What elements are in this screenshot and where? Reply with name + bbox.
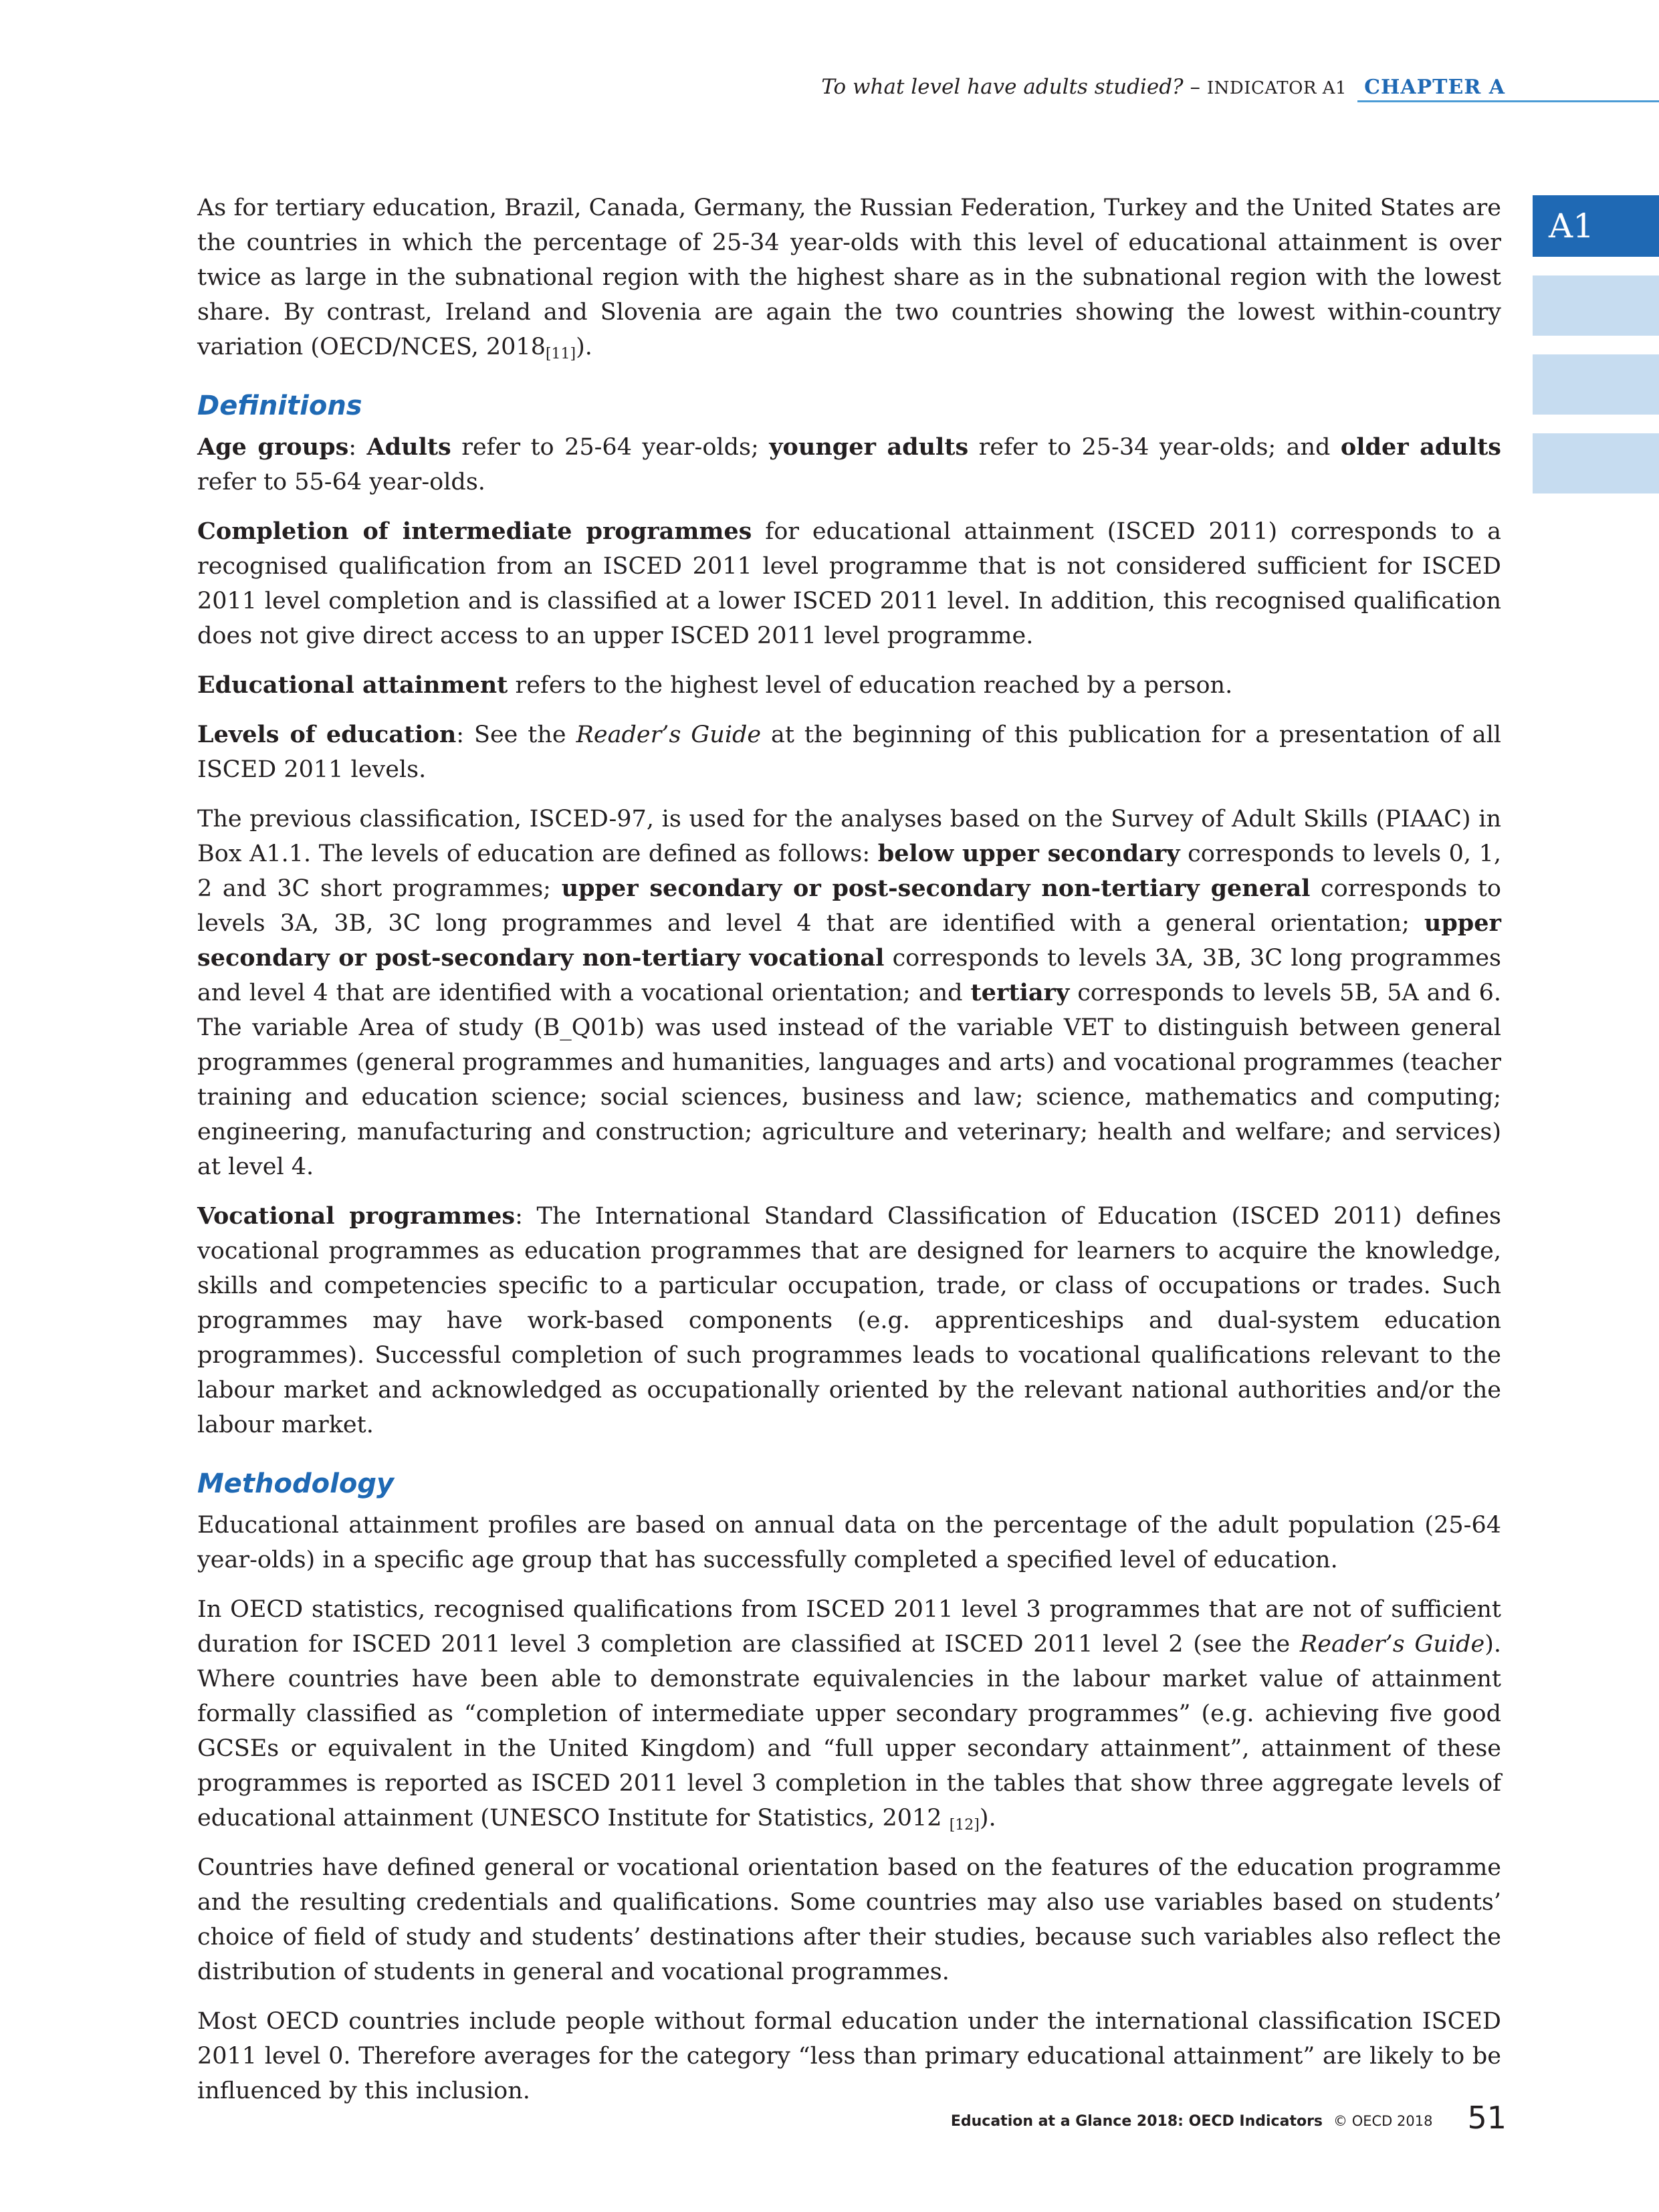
side-tab-bar xyxy=(1533,433,1659,493)
paragraph-tertiary xyxy=(197,191,1501,364)
header-indicator: INDICATOR A1 xyxy=(1206,78,1347,98)
text: corresponds to levels 0, 1, 2 and 3C short programmes; xyxy=(197,841,1501,902)
text: corresponds to levels 3A, 3B, 3C long programmes and level 4 that are identified with a vocational orientation; and xyxy=(197,945,1501,1006)
definitions-heading: Definitions xyxy=(197,391,362,421)
text: : The International Standard Classification of Education (ISCED 2011) defines vocational programmes as education programmes that are designed for learners to acquire the knowledge, skills and competencies specific to a particular occupation, trade, or class of occupations or trades. Such programmes may have work-based components (e.g. apprenticeships and dual-system education programmes). Successful completion of such programmes leads to vocational qualifications relevant to the labour market and acknowledged as occupationally oriented by the relevant national authorities and/or the labour market. xyxy=(197,1203,1501,1438)
text: refer to 55-64 year-olds. xyxy=(197,469,485,495)
term: tertiary xyxy=(970,979,1070,1006)
paragraph-age-groups xyxy=(197,430,1501,500)
paragraph-methodology-3: Countries have defined general or vocational orientation based on the features of the education programme and the resulting credentials and qualifications. Some countries may also use variables based on students’ choice of field of study and students’ destinations after their studies, because such variables also reflect the distribution of students in general and vocational programmes. xyxy=(197,1854,1501,1985)
readers-guide-ref: Reader’s Guide xyxy=(576,722,762,748)
text: As for tertiary education, Brazil, Canada, Germany, the Russian Federation, Turkey and the United States are the countries in which the percentage of 25-34 year-olds with this level of educational attainment is over twice as large in the subnational region with the highest share as in the subnational region with the lowest share. By contrast, Ireland and Slovenia are again the two countries showing the lowest within-country variation (OECD/NCES, 2018 xyxy=(197,195,1501,360)
text: ). xyxy=(979,1805,996,1832)
term: Educational attainment xyxy=(197,671,508,699)
header-title: To what level have adults studied? xyxy=(821,75,1184,99)
running-header xyxy=(821,75,1505,99)
term: Completion of intermediate programmes xyxy=(197,518,752,545)
footer-publication: Education at a Glance 2018: OECD Indicators xyxy=(950,2113,1323,2130)
header-chapter: CHAPTER A xyxy=(1364,76,1505,99)
paragraph-vocational-programmes xyxy=(197,1199,1501,1442)
term: Age groups xyxy=(197,433,349,461)
paragraph-methodology-1: Educational attainment profiles are based on annual data on the percentage of the adult population (25-64 year-olds) in a specific age group that has successfully completed a specified level of education. xyxy=(197,1512,1501,1573)
paragraph-educational-attainment xyxy=(197,668,1501,703)
header-dash: – xyxy=(1183,75,1207,99)
side-tab-label: A1 xyxy=(1549,207,1594,245)
term: below upper secondary xyxy=(877,840,1180,867)
paragraph-intermediate-programmes xyxy=(197,514,1501,653)
term: upper secondary or post-secondary non-tertiary general xyxy=(561,875,1311,902)
text: ). xyxy=(576,334,592,360)
page-number: 51 xyxy=(1467,2100,1507,2136)
paragraph-levels-of-education xyxy=(197,717,1501,787)
header-rule xyxy=(1357,100,1659,102)
methodology-heading: Methodology xyxy=(197,1468,395,1499)
page-footer xyxy=(951,2100,1507,2136)
readers-guide-ref: Reader’s Guide xyxy=(1299,1631,1485,1658)
reference-link[interactable]: [12] xyxy=(949,1817,980,1834)
text: : xyxy=(348,434,367,461)
text: refers to the highest level of education reached by a person. xyxy=(508,672,1233,699)
text: for educational attainment (ISCED 2011) corresponds to a recognised qualification from an ISCED 2011 level programme that is not considered sufficient for ISCED 2011 level completion and is classified at a lower ISCED 2011 level. In addition, this recognised qualification does not give direct access to an upper ISCED 2011 level programme. xyxy=(197,518,1502,649)
term: upper secondary or post-secondary non-tertiary vocational xyxy=(197,909,1501,972)
text: refer to 25-34 year-olds; and xyxy=(968,434,1341,461)
term: younger adults xyxy=(769,433,969,461)
term: Levels of education xyxy=(197,721,457,748)
text: corresponds to levels 3A, 3B, 3C long programmes and level 4 that are identified with a general orientation; xyxy=(197,875,1501,937)
term: older adults xyxy=(1340,433,1501,461)
text: : See the xyxy=(456,722,576,748)
term: Vocational programmes xyxy=(197,1202,516,1230)
text: at the beginning of this publication for a presentation of all ISCED 2011 levels. xyxy=(197,722,1501,783)
paragraph-previous-classification xyxy=(197,802,1501,1184)
text: refer to 25-64 year-olds; xyxy=(451,434,770,461)
side-tab-a1 xyxy=(1533,195,1659,257)
text: The previous classification, ISCED-97, is used for the analyses based on the Survey of Adult Skills (PIAAC) in Box A1.1. The levels of education are defined as follows: xyxy=(197,806,1501,867)
reference-link[interactable]: [11] xyxy=(545,346,576,362)
text: ). Where countries have been able to demonstrate equivalencies in the labour market value of attainment formally classified as “completion of intermediate upper secondary programmes” (e.g. achieving five good GCSEs or equivalent in the United Kingdom) and “full upper secondary attainment”, attainment of these programmes is reported as ISCED 2011 level 3 completion in the tables that show three aggregate levels of educational attainment (UNESCO Institute for Statistics, 2012 xyxy=(197,1631,1501,1832)
text: In OECD statistics, recognised qualifications from ISCED 2011 level 3 programmes that are not of sufficient duration for ISCED 2011 level 3 completion are classified at ISCED 2011 level 2 (see the xyxy=(197,1596,1501,1658)
text: corresponds to levels 5B, 5A and 6. The variable Area of study (B_Q01b) was used instead of the variable VET to distinguish between general programmes (general programmes and humanities, languages and arts) and vocational programmes (teacher training and education science; social sciences, business and law; science, mathematics and computing; engineering, manufacturing and construction; agriculture and veterinary; health and welfare; and services) at level 4. xyxy=(197,980,1501,1180)
term: Adults xyxy=(366,433,451,461)
side-tab-bar xyxy=(1533,275,1659,336)
side-tab-bar xyxy=(1533,354,1659,415)
footer-copyright: © OECD 2018 xyxy=(1333,2113,1433,2129)
paragraph-methodology-2 xyxy=(197,1592,1501,1836)
paragraph-methodology-4: Most OECD countries include people without formal education under the international classification ISCED 2011 level 0. Therefore averages for the category “less than primary educational attainment” are likely to be influenced by this inclusion. xyxy=(197,2008,1501,2104)
main-content xyxy=(197,191,1501,2123)
